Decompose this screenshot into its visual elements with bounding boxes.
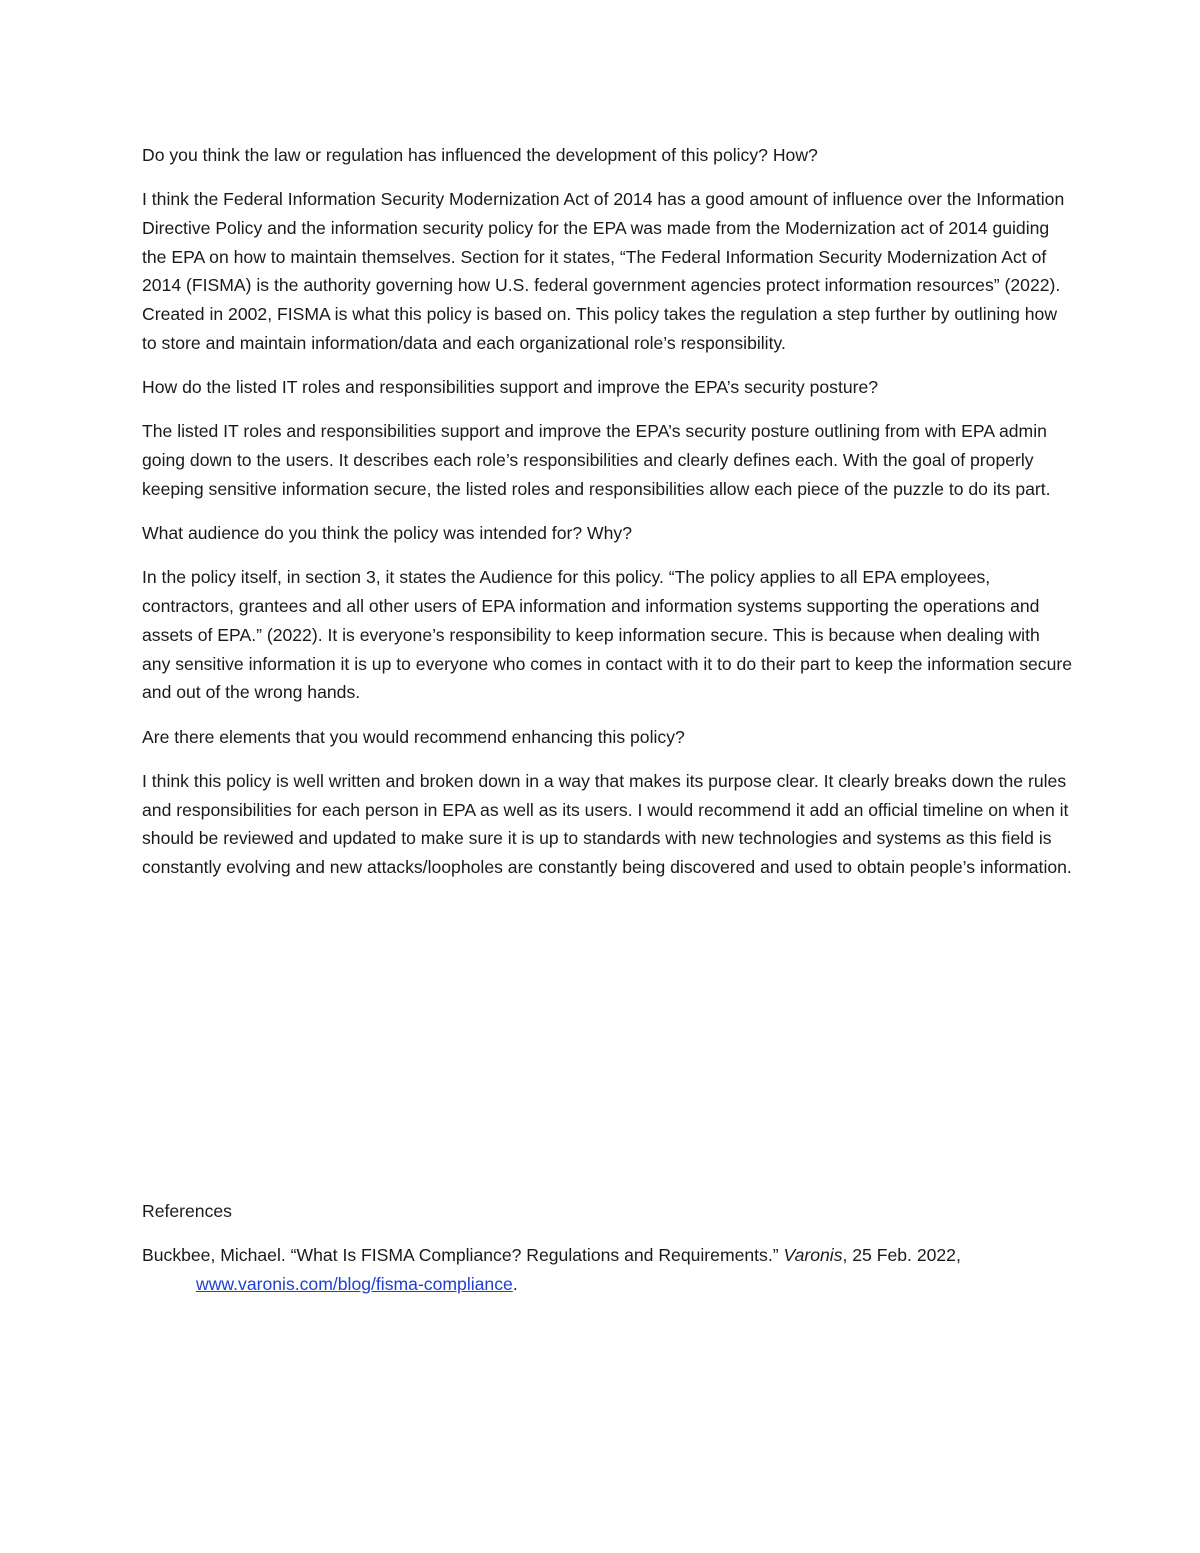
references-heading: References [142,1201,232,1221]
question-4: Are there elements that you would recommend enhancing this policy? [142,726,685,747]
citation [142,1241,1072,1298]
document-body [142,141,1072,897]
question-3: What audience do you think the policy was intended for? Why? [142,523,632,544]
citation-end: . [512,1274,518,1294]
answer-4: I think this policy is well written and broken down in a way that makes its purpose clear. It clearly breaks down the rules and responsibilities for each person in EPA as well as its users. I would recommend it add an official timeline on when it should be reviewed and updated to make sure it is up to standards with new technologies and systems as this field is constantly evolving and new attacks/loopholes are constantly being discovered and used to obtain people’s information. [142,770,1072,877]
answer-1: I think the Federal Information Security Modernization Act of 2014 has a good amount of influence over the Information Directive Policy and the information security policy for the EPA was made from the Modernization act of 2014 guiding the EPA on how to maintain themselves. Section for it states, “The Federal Information Security Modernization Act of 2014 (FISMA) is the authority governing how U.S. federal government agencies protect information resources” (2022). Created in 2002, FISMA is what this policy is based on. This policy takes the regulation a step further by outlining how to store and maintain information/data and each organizational role’s responsibility. [142,189,1065,353]
citation-source: Varonis [783,1245,843,1266]
references-section [142,1197,1072,1314]
citation-author-title: Buckbee, Michael. “What Is FISMA Compliance? Regulations and Requirements.” [142,1245,784,1266]
question-2: How do the listed IT roles and responsibilities support and improve the EPA’s security posture? [142,377,879,398]
citation-date: , 25 Feb. 2022, [842,1245,961,1266]
question-1: Do you think the law or regulation has influenced the development of this policy? How? [142,145,818,165]
answer-3: In the policy itself, in section 3, it states the Audience for this policy. “The policy applies to all EPA employees, contractors, grantees and all other users of EPA information and information systems supporting the operations and assets of EPA.” (2022). It is everyone’s responsibility to keep information secure. This is because when dealing with any sensitive information it is up to everyone who comes in contact with it to do their part to keep the information secure and out of the wrong hands. [142,567,1073,703]
citation-link[interactable]: www.varonis.com/blog/fisma-compliance [196,1274,513,1294]
answer-2: The listed IT roles and responsibilities support and improve the EPA’s security posture outlining from with EPA admin going down to the users. It describes each role’s responsibilities and clearly defines each. With the goal of properly keeping sensitive information secure, the listed roles and responsibilities allow each piece of the puzzle to do its part. [142,421,1051,499]
